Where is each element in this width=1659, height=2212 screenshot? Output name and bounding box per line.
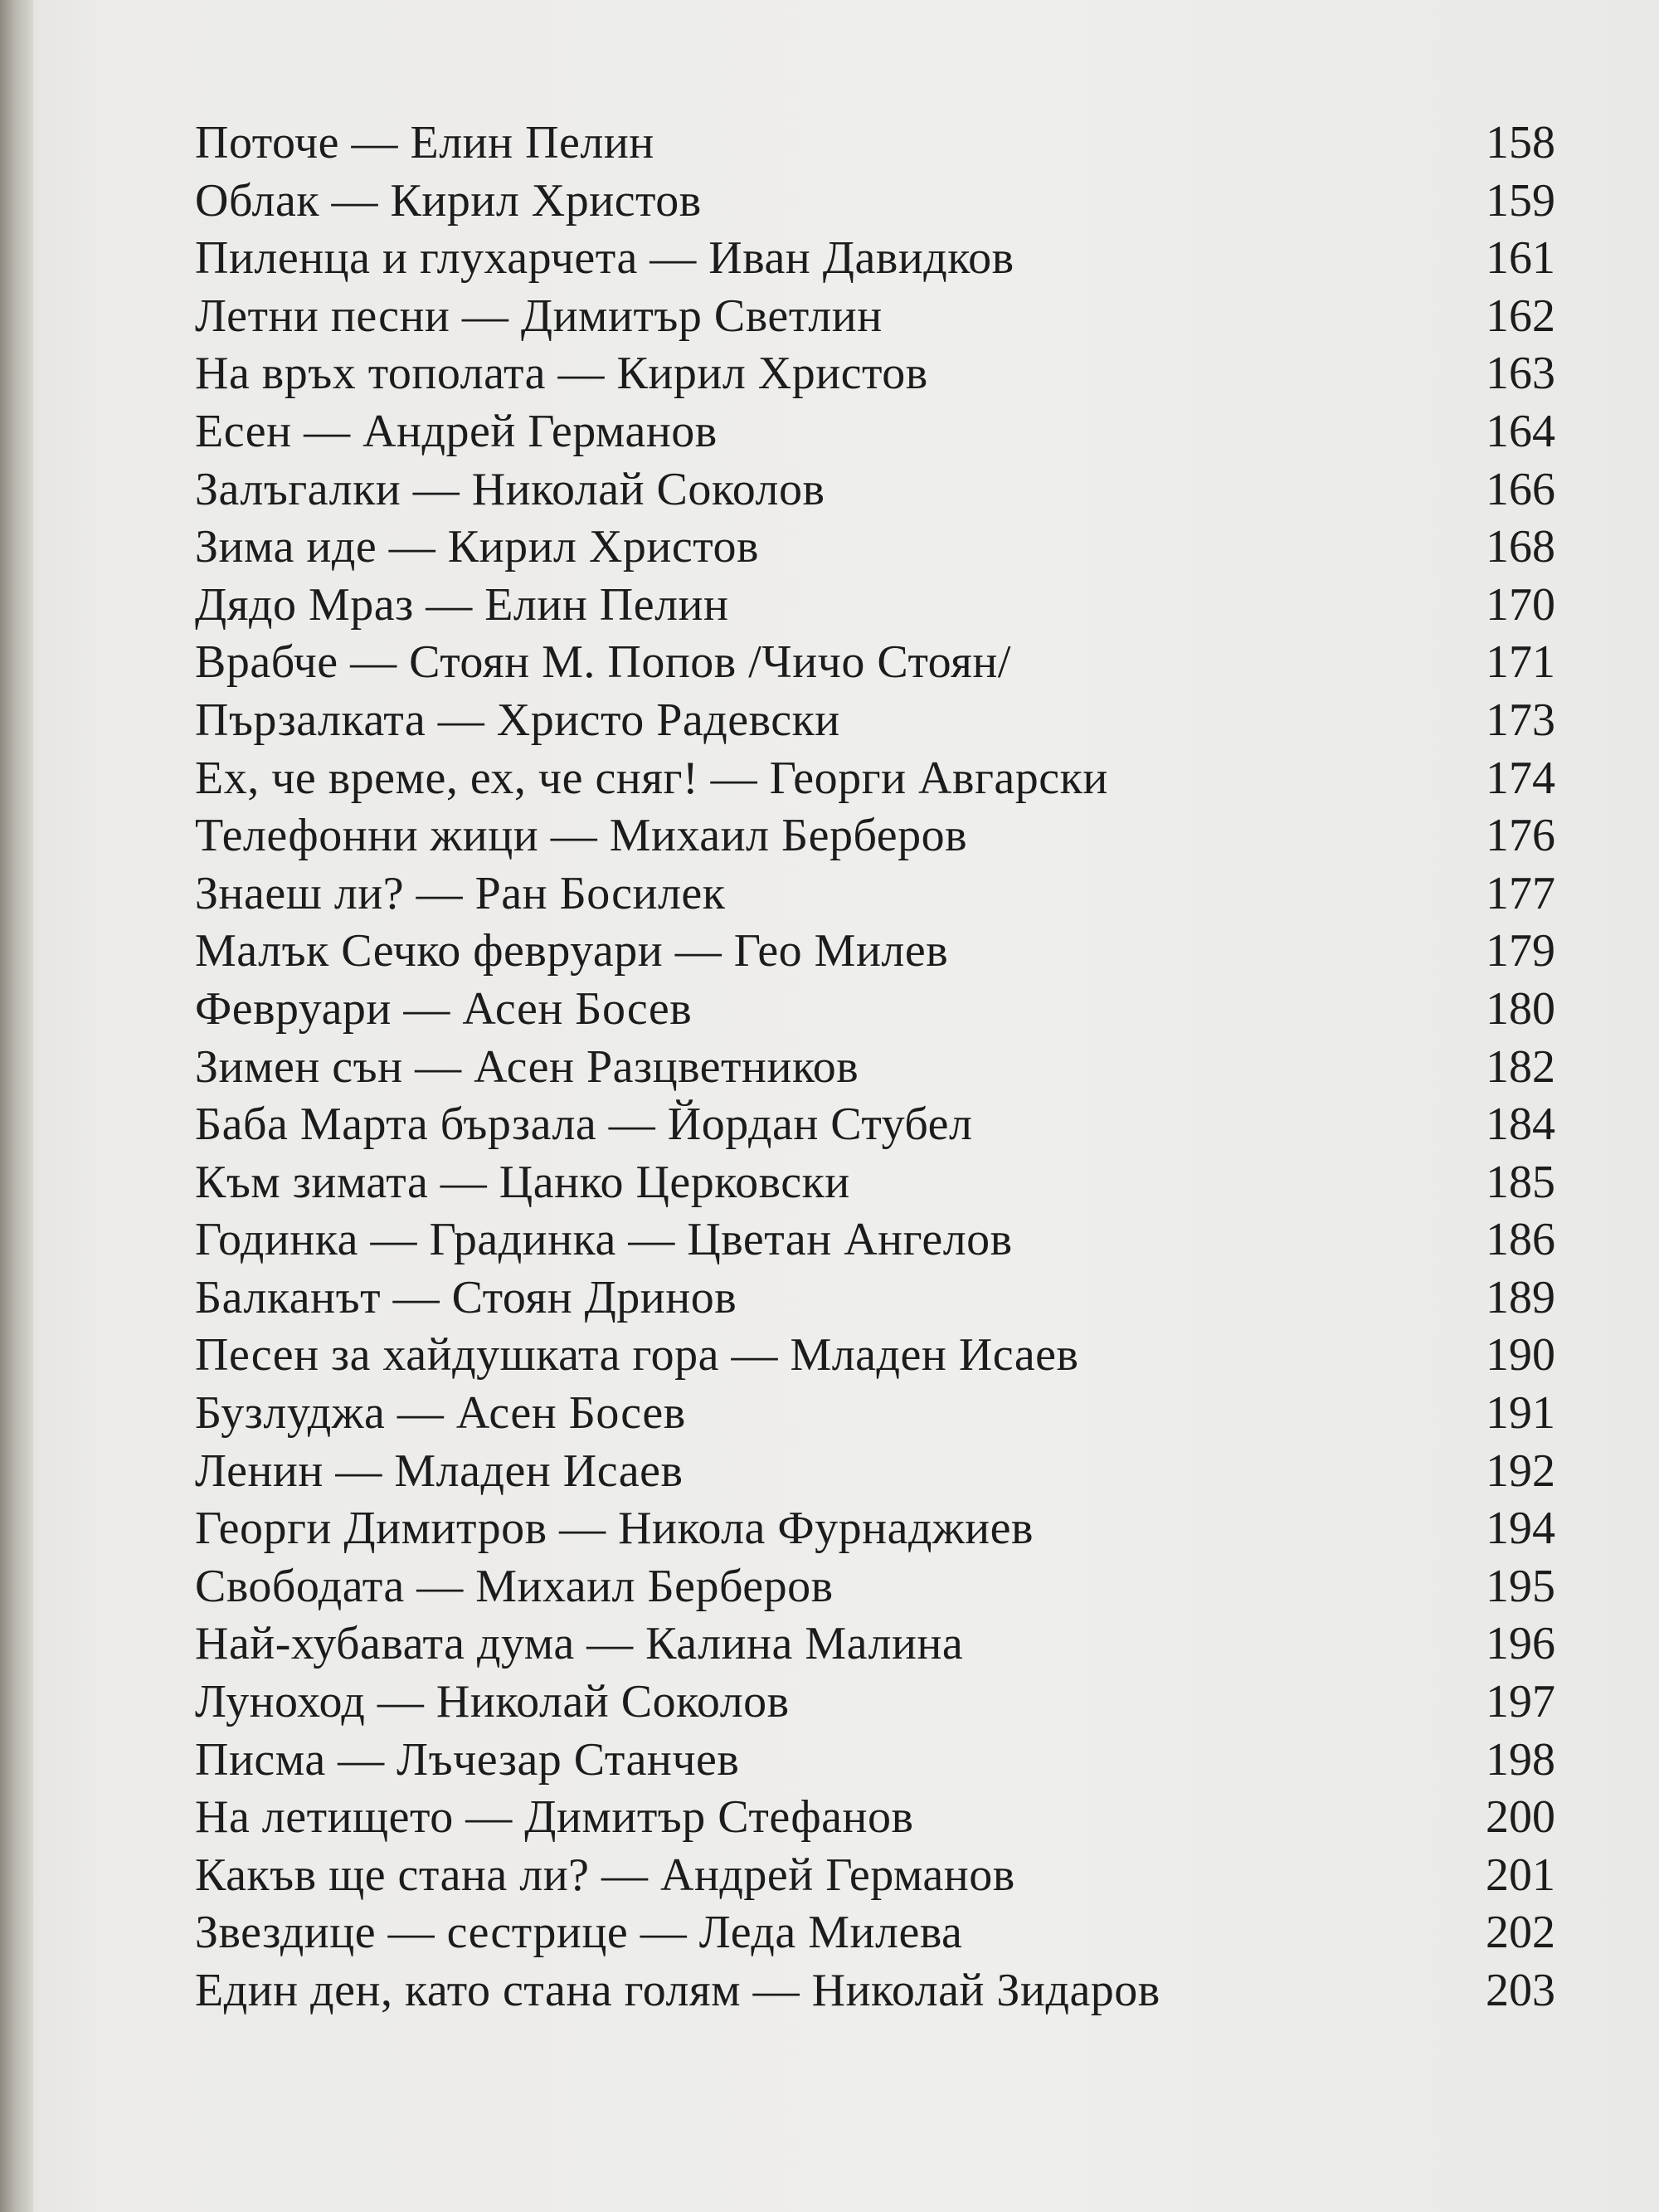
toc-entry	[195, 1386, 1555, 1445]
toc-entry	[195, 116, 1555, 174]
toc-entry	[195, 1675, 1555, 1733]
toc-entry	[195, 174, 1555, 232]
toc-entry-title: Телефонни жици — Михаил Берберов	[195, 810, 968, 862]
toc-entry	[195, 867, 1555, 925]
toc-entry	[195, 1271, 1555, 1329]
toc-entry	[195, 1560, 1555, 1618]
toc-entry	[195, 1733, 1555, 1791]
toc-entry	[195, 1213, 1555, 1271]
toc-entry	[195, 1445, 1555, 1503]
toc-entry	[195, 694, 1555, 752]
toc-entry-page-number: 177	[1486, 867, 1555, 919]
toc-entry-page-number: 201	[1486, 1849, 1555, 1901]
toc-entry-page-number: 203	[1486, 1965, 1555, 2016]
page-binding-edge	[0, 0, 33, 2212]
toc-entry	[195, 290, 1555, 348]
toc-entry-title: Залъгалки — Николай Соколов	[195, 463, 825, 515]
toc-entry	[195, 1617, 1555, 1675]
toc-entry-page-number: 192	[1486, 1445, 1555, 1497]
toc-entry	[195, 1328, 1555, 1386]
toc-entry-title: Към зимата — Цанко Церковски	[195, 1156, 850, 1208]
toc-entry-page-number: 197	[1486, 1676, 1555, 1728]
toc-entry	[195, 1849, 1555, 1907]
toc-entry	[195, 752, 1555, 810]
toc-entry-title: Един ден, като стана голям — Николай Зидаров	[195, 1965, 1160, 2016]
table-of-contents	[195, 116, 1555, 2022]
toc-entry-title: Пързалката — Христо Радевски	[195, 694, 840, 746]
toc-entry	[195, 578, 1555, 636]
toc-entry-title: Знаеш ли? — Ран Босилек	[195, 867, 726, 919]
toc-entry-page-number: 163	[1486, 348, 1555, 400]
toc-entry	[195, 1791, 1555, 1849]
toc-entry-title: Какъв ще стана ли? — Андрей Германов	[195, 1849, 1015, 1901]
toc-entry-title: Баба Марта бързала — Йордан Стубел	[195, 1099, 973, 1151]
toc-entry-page-number: 182	[1486, 1040, 1555, 1093]
toc-entry-title: Февруари — Асен Босев	[195, 982, 693, 1035]
toc-entry-page-number: 174	[1486, 752, 1555, 804]
toc-entry-title: Зимен сън — Асен Разцветников	[195, 1040, 859, 1093]
toc-entry-title: Звездице — сестрице — Леда Милева	[195, 1907, 963, 1959]
toc-entry-page-number: 173	[1486, 694, 1555, 746]
toc-entry-page-number: 171	[1486, 636, 1555, 689]
toc-entry-page-number: 189	[1486, 1271, 1555, 1323]
toc-entry-page-number: 164	[1486, 405, 1555, 457]
toc-entry-title: Ленин — Младен Исаев	[195, 1445, 684, 1497]
toc-entry-title: Зима иде — Кирил Христов	[195, 521, 759, 573]
toc-entry-page-number: 196	[1486, 1618, 1555, 1670]
toc-entry-page-number: 184	[1486, 1099, 1555, 1151]
toc-entry-title: Балканът — Стоян Дринов	[195, 1271, 737, 1323]
toc-entry	[195, 924, 1555, 982]
toc-entry-title: Писма — Лъчезар Станчев	[195, 1733, 740, 1786]
toc-entry-title: Есен — Андрей Германов	[195, 405, 718, 457]
toc-entry-page-number: 180	[1486, 982, 1555, 1035]
toc-entry-title: Най-хубавата дума — Калина Малина	[195, 1618, 964, 1670]
toc-entry-page-number: 161	[1486, 232, 1555, 285]
toc-entry-page-number: 170	[1486, 578, 1555, 631]
toc-entry-page-number: 162	[1486, 290, 1555, 342]
toc-entry	[195, 1156, 1555, 1214]
toc-entry-page-number: 191	[1486, 1387, 1555, 1440]
toc-entry	[195, 1964, 1555, 2022]
toc-entry	[195, 1502, 1555, 1560]
toc-entry-page-number: 166	[1486, 463, 1555, 515]
toc-entry-page-number: 186	[1486, 1214, 1555, 1266]
toc-entry	[195, 1906, 1555, 1964]
toc-entry-title: Ех, че време, ех, че сняг! — Георги Авгарски	[195, 752, 1108, 804]
toc-entry-title: Облак — Кирил Христов	[195, 174, 702, 227]
toc-entry-title: Пиленца и глухарчета — Иван Давидков	[195, 232, 1014, 285]
toc-entry-title: Дядо Мраз — Елин Пелин	[195, 578, 729, 631]
toc-entry-page-number: 168	[1486, 521, 1555, 573]
toc-entry	[195, 636, 1555, 694]
toc-entry	[195, 231, 1555, 290]
toc-entry-title: Бузлуджа — Асен Босев	[195, 1387, 686, 1440]
toc-entry-title: Врабче — Стоян М. Попов /Чичо Стоян/	[195, 636, 1011, 689]
toc-entry-title: Годинка — Градинка — Цветан Ангелов	[195, 1214, 1013, 1266]
toc-entry-title: Малък Сечко февруари — Гео Милев	[195, 925, 949, 977]
toc-entry-page-number: 198	[1486, 1733, 1555, 1786]
toc-entry-page-number: 159	[1486, 174, 1555, 227]
toc-entry-page-number: 194	[1486, 1503, 1555, 1555]
toc-entry-title: Летни песни — Димитър Светлин	[195, 290, 883, 342]
toc-entry-page-number: 195	[1486, 1560, 1555, 1612]
toc-entry-title: Песен за хайдушката гора — Младен Исаев	[195, 1329, 1079, 1381]
toc-entry	[195, 463, 1555, 521]
toc-entry-page-number: 202	[1486, 1907, 1555, 1959]
toc-entry-title: Георги Димитров — Никола Фурнаджиев	[195, 1503, 1034, 1555]
toc-entry-page-number: 158	[1486, 117, 1555, 168]
toc-entry-page-number: 179	[1486, 925, 1555, 977]
toc-entry-page-number: 185	[1486, 1156, 1555, 1208]
toc-entry	[195, 809, 1555, 867]
toc-entry-page-number: 176	[1486, 810, 1555, 862]
toc-entry-title: Луноход — Николай Соколов	[195, 1676, 790, 1728]
toc-entry-title: На летището — Димитър Стефанов	[195, 1791, 914, 1844]
toc-entry-title: Поточе — Елин Пелин	[195, 117, 654, 168]
toc-entry	[195, 1040, 1555, 1099]
toc-entry-page-number: 200	[1486, 1791, 1555, 1844]
toc-entry	[195, 405, 1555, 463]
toc-entry-title: На връх тополата — Кирил Христов	[195, 348, 928, 400]
toc-entry	[195, 347, 1555, 405]
toc-entry-title: Свободата — Михаил Берберов	[195, 1560, 834, 1612]
toc-entry	[195, 520, 1555, 578]
toc-entry	[195, 982, 1555, 1040]
toc-entry	[195, 1098, 1555, 1156]
toc-entry-page-number: 190	[1486, 1329, 1555, 1381]
